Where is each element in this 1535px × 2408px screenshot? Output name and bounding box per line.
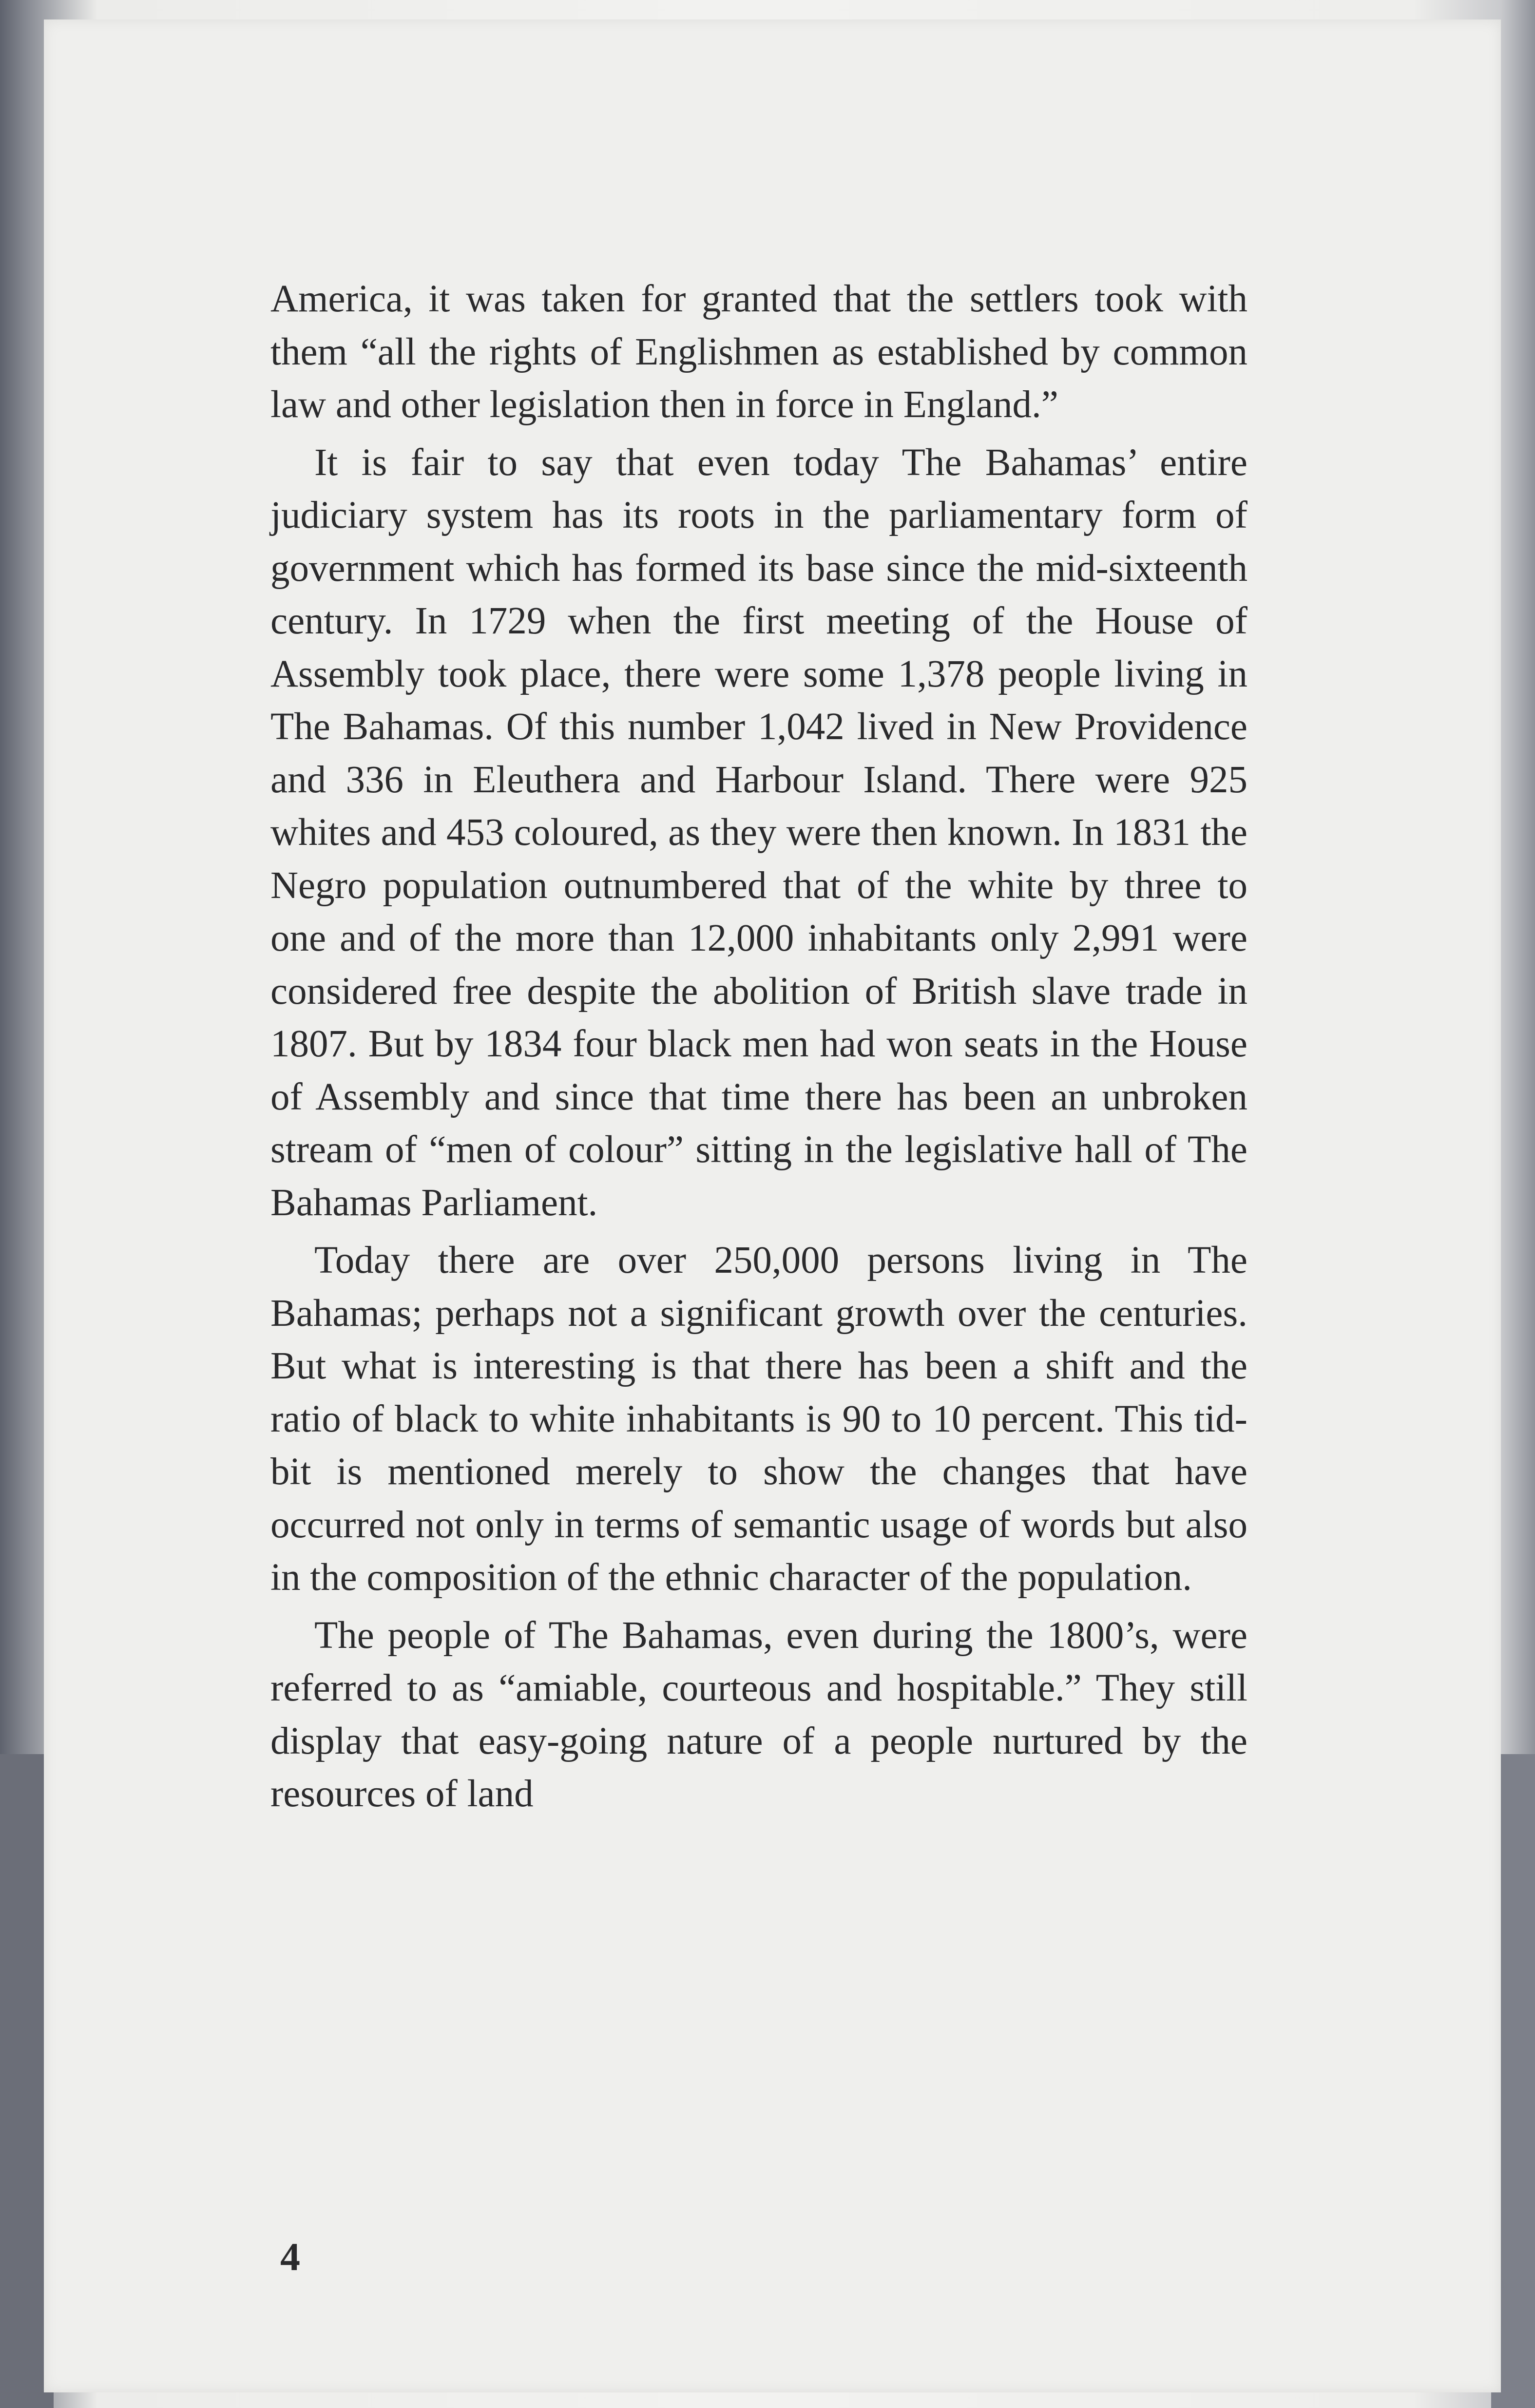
body-text: [270, 273, 1247, 1826]
paragraph-4: The people of The Bahamas, even during the 1800’s, were referred to as “amiable, courteous and hospitable.” They still display that easy-going nature of a people nurtured by the resources of land: [270, 1614, 1247, 1815]
paragraph-3: Today there are over 250,000 persons living in The Bahamas; perhaps not a significant growth over the centuries. But what is interesting is that there has been a shift and the ratio of black to white inhabitants is 90 to 10 percent. This tid-bit is mentioned merely to show the changes that have occurred not only in terms of semantic usage of words but also in the composition of the ethnic character of the population.: [270, 1239, 1247, 1599]
paragraph-1: America, it was taken for granted that the settlers took with them “all the rights of Englishmen as established by common law and other legislation then in force in England.”: [270, 278, 1247, 426]
page-number: 4: [280, 2235, 300, 2279]
paragraph-2: It is fair to say that even today The Bahamas’ entire judiciary system has its roots in the parliamentary form of government which has formed its base since the mid-sixteenth century. In 1729 when the first meeting of the House of Assembly took place, there were some 1,378 people living in The Bahamas. Of this number 1,042 lived in New Providence and 336 in Eleuthera and Harbour Island. There were 925 whites and 453 coloured, as they were then known. In 1831 the Negro population outnumbered that of the white by three to one and of the more than 12,000 inhabitants only 2,991 were considered free despite the abolition of British slave trade in 1807. But by 1834 four black men had won seats in the House of Assembly and since that time there has been an unbroken stream of “men of colour” sitting in the legislative hall of The Bahamas Parliament.: [270, 441, 1247, 1224]
